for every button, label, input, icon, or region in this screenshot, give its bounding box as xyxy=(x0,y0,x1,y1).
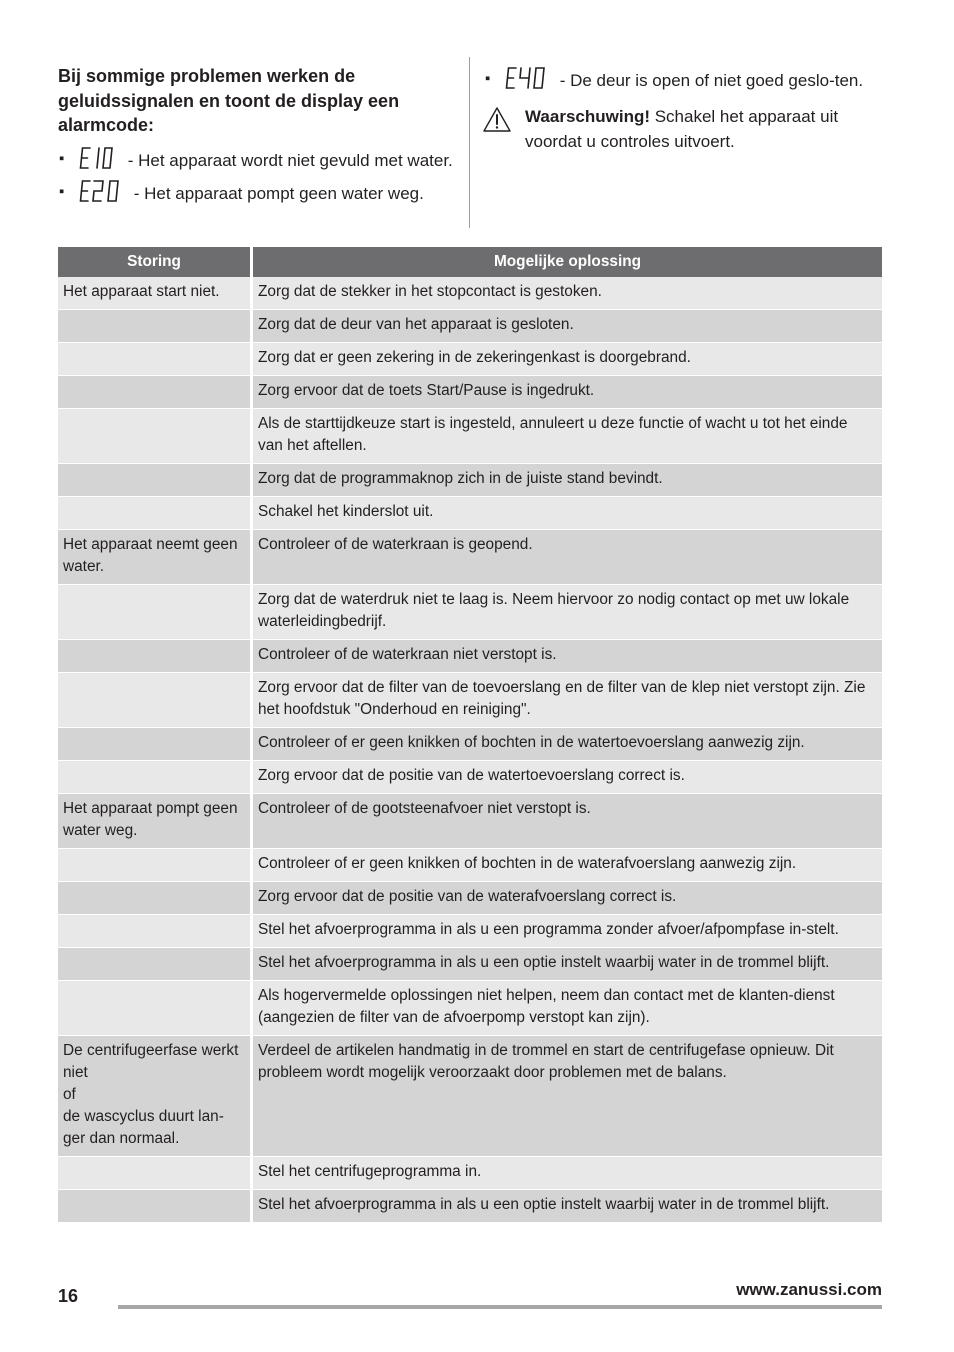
problem-cell: Het apparaat start niet. xyxy=(58,277,253,310)
solution-cell: Zorg dat de stekker in het stopcontact is gestoken. xyxy=(253,277,882,310)
table-row xyxy=(58,497,882,530)
warning-label: Waarschuwing! xyxy=(525,107,650,126)
display-code-e40-icon xyxy=(505,66,553,90)
problem-cell xyxy=(58,409,253,464)
table-row xyxy=(58,310,882,343)
table-row xyxy=(58,882,882,915)
table-row xyxy=(58,849,882,882)
problem-cell xyxy=(58,1157,253,1190)
solution-cell: Zorg ervoor dat de filter van de toevoerslang en de filter van de klep niet verstopt zijn. Zie het hoofdstuk "Onderhoud en reiniging". xyxy=(253,673,882,728)
problem-cell xyxy=(58,1190,253,1223)
alarm-code-e20-item xyxy=(58,179,458,206)
problem-cell xyxy=(58,343,253,376)
alarm-code-e40-item xyxy=(484,66,884,93)
problem-cell: Het apparaat neemt geen water. xyxy=(58,530,253,585)
solution-cell: Controleer of er geen knikken of bochten in de watertoevoerslang aanwezig zijn. xyxy=(253,728,882,761)
solution-cell: Zorg ervoor dat de toets Start/Pause is ingedrukt. xyxy=(253,376,882,409)
solution-cell: Als de starttijdkeuze start is ingesteld, annuleert u deze functie of wacht u tot het einde van het aftellen. xyxy=(253,409,882,464)
table-row xyxy=(58,1190,882,1223)
bullet-icon: ▪ xyxy=(59,182,65,200)
column-divider xyxy=(469,57,470,228)
solution-cell: Controleer of de gootsteenafvoer niet verstopt is. xyxy=(253,794,882,849)
problem-cell xyxy=(58,376,253,409)
table-row xyxy=(58,794,882,849)
bullet-icon: ▪ xyxy=(485,70,491,87)
problem-cell xyxy=(58,948,253,981)
problem-cell xyxy=(58,849,253,882)
table-row xyxy=(58,673,882,728)
problem-cell xyxy=(58,882,253,915)
table-row xyxy=(58,948,882,981)
solution-cell: Controleer of er geen knikken of bochten in de waterafvoerslang aanwezig zijn. xyxy=(253,849,882,882)
solution-cell: Schakel het kinderslot uit. xyxy=(253,497,882,530)
table-row xyxy=(58,1157,882,1190)
page-number: 16 xyxy=(58,1286,79,1306)
table-row xyxy=(58,761,882,794)
solution-cell: Als hogervermelde oplossingen niet helpen, neem dan contact met de klanten-dienst (aangezien de filter van de afvoerpomp verstopt kan zijn). xyxy=(253,981,882,1036)
solution-cell: Stel het afvoerprogramma in als u een optie instelt waarbij water in de trommel blijft. xyxy=(253,1190,882,1223)
problem-cell xyxy=(58,497,253,530)
solution-cell: Stel het afvoerprogramma in als u een programma zonder afvoer/afpompfase in-stelt. xyxy=(253,915,882,948)
table-row xyxy=(58,728,882,761)
alarm-code-e40-text: - De deur is open of niet goed geslo-ten. xyxy=(555,71,864,90)
solution-cell: Zorg dat er geen zekering in de zekeringenkast is doorgebrand. xyxy=(253,343,882,376)
problem-cell xyxy=(58,728,253,761)
warning-text: Schakel het apparaat uit voordat u controles uitvoert. xyxy=(525,107,839,151)
troubleshooting-table xyxy=(58,247,882,1223)
alarm-code-e10-item xyxy=(58,146,458,173)
solution-cell: Stel het centrifugeprogramma in. xyxy=(253,1157,882,1190)
table-row xyxy=(58,277,882,310)
footer-rule xyxy=(118,1305,882,1309)
table-row xyxy=(58,376,882,409)
solution-cell: Controleer of de waterkraan is geopend. xyxy=(253,530,882,585)
bullet-icon: ▪ xyxy=(59,149,65,167)
column-header-oplossing: Mogelijke oplossing xyxy=(253,247,882,277)
problem-cell: De centrifugeerfase werkt niet of de wascyclus duurt lan-ger dan normaal. xyxy=(58,1036,253,1157)
solution-cell: Controleer of de waterkraan niet verstopt is. xyxy=(253,640,882,673)
warning-triangle-icon xyxy=(482,106,512,140)
table-row xyxy=(58,915,882,948)
problem-cell xyxy=(58,640,253,673)
footer-url: www.zanussi.com xyxy=(736,1280,882,1299)
table-header-row xyxy=(58,247,882,277)
table-row xyxy=(58,981,882,1036)
table-row xyxy=(58,409,882,464)
table-row xyxy=(58,464,882,497)
table-row xyxy=(58,530,882,585)
intro-right-column xyxy=(484,66,884,154)
display-code-e10-icon xyxy=(79,146,121,170)
alarm-code-e20-text: - Het apparaat pompt geen water weg. xyxy=(129,183,424,203)
alarm-code-e10-text: - Het apparaat wordt niet gevuld met water. xyxy=(123,150,453,170)
table-row xyxy=(58,640,882,673)
warning-note xyxy=(484,104,884,154)
solution-cell: Zorg ervoor dat de positie van de watertoevoerslang correct is. xyxy=(253,761,882,794)
problem-cell xyxy=(58,673,253,728)
problem-cell xyxy=(58,761,253,794)
intro-heading: Bij sommige problemen werken de geluidssignalen en toont de display een alarmcode: xyxy=(58,66,400,135)
solution-cell: Zorg dat de waterdruk niet te laag is. Neem hiervoor zo nodig contact op met uw lokale waterleidingbedrijf. xyxy=(253,585,882,640)
solution-cell: Zorg ervoor dat de positie van de waterafvoerslang correct is. xyxy=(253,882,882,915)
problem-cell xyxy=(58,464,253,497)
table-row xyxy=(58,343,882,376)
problem-cell: Het apparaat pompt geen water weg. xyxy=(58,794,253,849)
column-header-storing: Storing xyxy=(58,247,253,277)
table-row xyxy=(58,585,882,640)
problem-cell xyxy=(58,915,253,948)
problem-cell xyxy=(58,981,253,1036)
intro-left-column xyxy=(58,64,458,206)
display-code-e20-icon xyxy=(79,179,127,203)
solution-cell: Verdeel de artikelen handmatig in de trommel en start de centrifugefase opnieuw. Dit probleem wordt mogelijk veroorzaakt door problemen met de balans. xyxy=(253,1036,882,1157)
table-row xyxy=(58,1036,882,1157)
problem-cell xyxy=(58,585,253,640)
solution-cell: Zorg dat de deur van het apparaat is gesloten. xyxy=(253,310,882,343)
table-body xyxy=(58,277,882,1223)
problem-cell xyxy=(58,310,253,343)
solution-cell: Zorg dat de programmaknop zich in de juiste stand bevindt. xyxy=(253,464,882,497)
solution-cell: Stel het afvoerprogramma in als u een optie instelt waarbij water in de trommel blijft. xyxy=(253,948,882,981)
